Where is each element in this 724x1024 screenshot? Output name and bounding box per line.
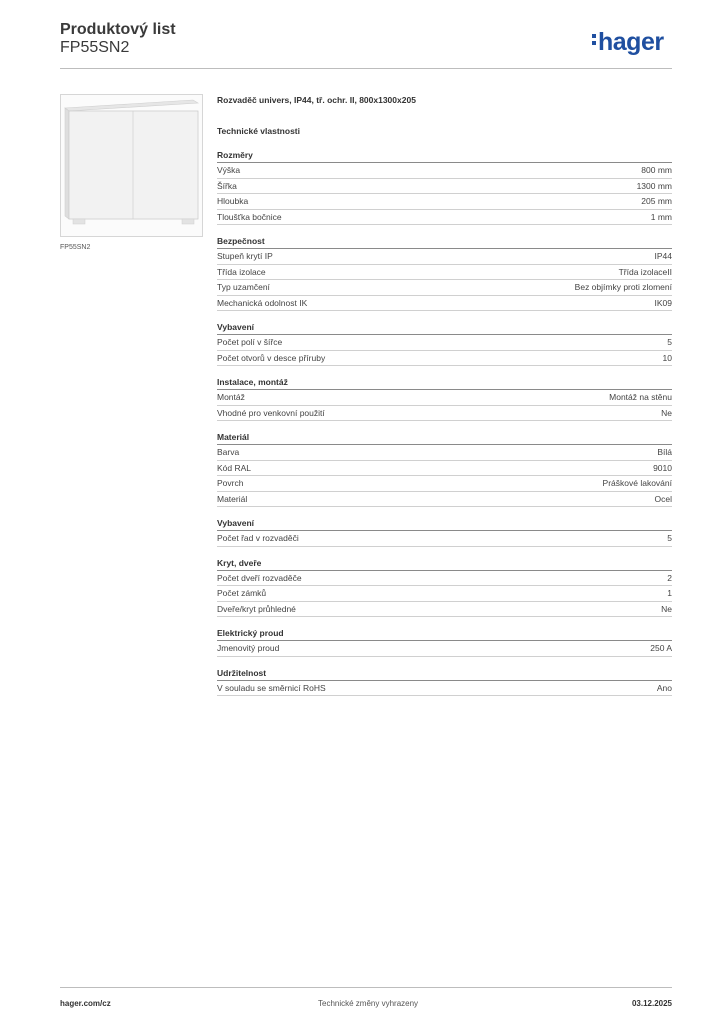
spec-section [217,376,672,421]
section-title: Materiál [217,431,672,445]
footer-notice: Technické změny vyhrazeny [318,999,419,1008]
product-image [60,94,203,237]
spec-row [217,571,672,587]
section-title: Elektrický proud [217,627,672,641]
spec-label: Kód RAL [217,462,252,473]
spec-row [217,335,672,351]
spec-row [217,210,672,226]
spec-section [217,517,672,547]
spec-row [217,406,672,422]
product-description: Rozvaděč univers, IP44, tř. ochr. II, 800x1300x205 [217,95,416,105]
spec-row [217,602,672,618]
spec-value: Bílá [657,447,672,457]
spec-row [217,641,672,657]
spec-label: Jmenovitý proud [217,643,280,653]
page-title: Produktový list [60,21,176,38]
spec-row [217,351,672,367]
image-caption: FP55SN2 [60,244,91,251]
spec-label: Materiál [217,493,248,504]
footer-divider [60,987,672,988]
spec-row [217,492,672,508]
spec-label: Povrch [217,478,244,488]
spec-row [217,461,672,477]
section-title: Udržitelnost [217,667,672,681]
spec-section [217,557,672,618]
spec-section [217,627,672,657]
spec-label: Hloubka [217,196,249,206]
section-title: Bezpečnost [217,235,672,249]
spec-value: 1 mm [650,211,672,222]
spec-label: Mechanická odolnost IK [217,297,308,308]
spec-label: Počet zámků [217,588,267,598]
spec-label: V souladu se směrnicí RoHS [217,682,326,693]
spec-section [217,667,672,697]
spec-label: Šířka [217,180,237,191]
logo-colon-icon [592,31,597,48]
spec-row [217,586,672,602]
spec-value: IP44 [654,251,672,261]
spec-row [217,681,672,697]
spec-value: 2 [667,572,672,583]
spec-row [217,390,672,406]
header-divider [60,68,672,69]
hager-logo[interactable] [592,28,664,57]
spec-label: Barva [217,447,240,457]
product-code: FP55SN2 [60,39,130,56]
section-title: Vybavení [217,321,672,335]
tech-heading: Technické vlastnosti [217,126,300,136]
spec-label: Počet řad v rozvaděči [217,533,299,543]
spec-row [217,445,672,461]
spec-label: Stupeň krytí IP [217,251,273,261]
logo-text: hager [598,28,664,56]
spec-row [217,296,672,312]
cabinet-illustration-icon [61,95,202,236]
section-title: Rozměry [217,149,672,163]
spec-value: 1300 mm [636,180,672,191]
footer-website-link[interactable]: hager.com/cz [60,999,111,1008]
spec-value: Práškové lakování [602,478,672,488]
spec-row [217,179,672,195]
spec-value: Třída izolaceII [618,266,672,277]
spec-row [217,280,672,296]
spec-label: Třída izolace [217,266,266,277]
spec-section [217,149,672,225]
spec-row [217,476,672,492]
spec-value: 5 [667,337,672,347]
spec-value: Ne [661,603,672,614]
spec-value: 800 mm [641,165,672,175]
spec-label: Počet dveří rozvaděče [217,572,302,583]
spec-value: Bez objímky proti zlomení [574,282,672,292]
spec-sections [217,149,672,696]
spec-section [217,321,672,366]
spec-section [217,431,672,507]
spec-value: 205 mm [641,196,672,206]
spec-value: 10 [662,352,672,363]
section-title: Kryt, dveře [217,557,672,571]
spec-value: Ano [656,682,672,693]
spec-row [217,194,672,210]
spec-label: Dveře/kryt průhledné [217,603,296,614]
spec-row [217,531,672,547]
footer-date: 03.12.2025 [631,999,672,1008]
spec-label: Tloušťka bočnice [217,211,282,222]
spec-value: 9010 [653,462,672,473]
spec-value: Montáž na stěnu [609,392,672,402]
spec-row [217,163,672,179]
spec-label: Typ uzamčení [217,282,270,292]
section-title: Instalace, montáž [217,376,672,390]
spec-row [217,249,672,265]
spec-value: Ne [661,407,672,418]
spec-label: Výška [217,165,241,175]
spec-row [217,265,672,281]
section-title: Vybavení [217,517,672,531]
spec-label: Počet polí v šířce [217,337,283,347]
spec-sheet [217,95,672,706]
spec-value: Ocel [654,493,672,504]
spec-label: Montáž [217,392,245,402]
spec-value: 250 A [650,643,672,653]
spec-value: 5 [667,533,672,543]
spec-label: Vhodné pro venkovní použití [217,407,325,418]
spec-label: Počet otvorů v desce příruby [217,352,326,363]
spec-value: IK09 [654,297,672,308]
spec-value: 1 [667,588,672,598]
spec-section [217,235,672,311]
